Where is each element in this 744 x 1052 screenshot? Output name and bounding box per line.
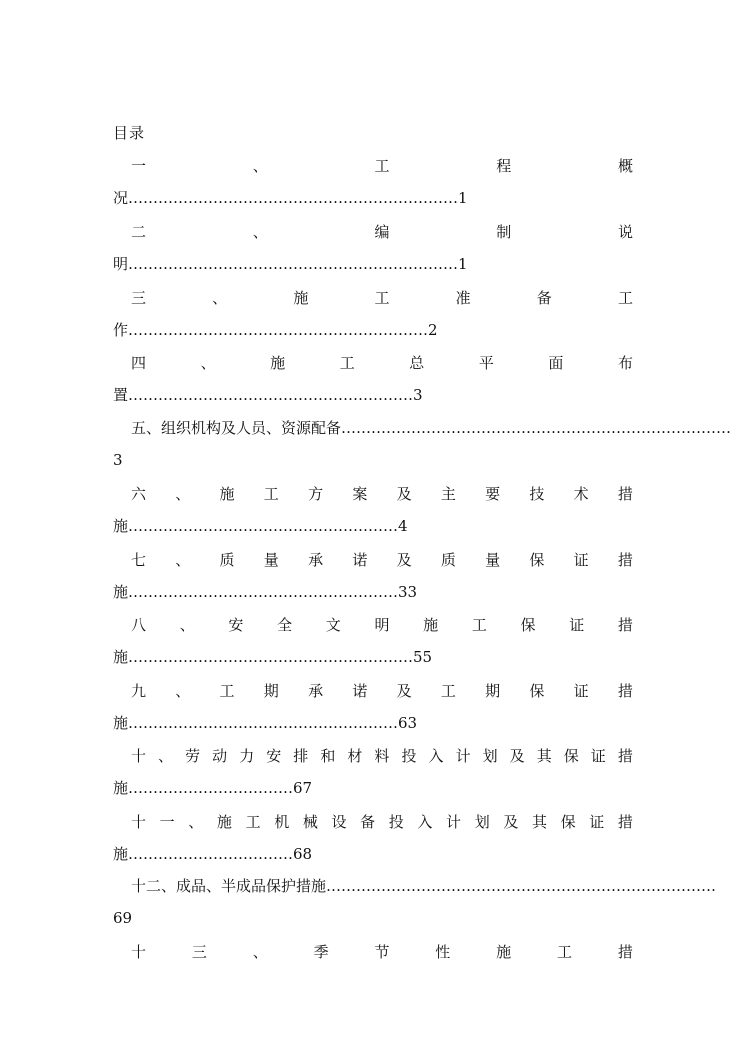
toc-char: 及 [509,747,525,765]
toc-char: 十 [131,813,147,831]
toc-leader-dots: ………………………………………………… [128,648,414,666]
toc-char: 证 [569,616,585,634]
toc-char: 说 [617,223,633,241]
toc-char: 平 [478,354,494,372]
toc-char: 全 [277,616,293,634]
toc-char: 量 [485,551,501,569]
toc-char: 施 [216,813,232,831]
toc-char: 措 [617,747,633,765]
toc-entry-7-heading[interactable] [113,548,633,572]
toc-char: 安 [228,616,244,634]
toc-char: 四 [131,354,147,372]
toc-char: 料 [374,747,390,765]
toc-entry-2-tail[interactable] [113,252,633,276]
toc-char: 施 [496,943,512,961]
toc-entry-5-heading[interactable] [113,416,732,440]
toc-char: 入 [428,747,444,765]
toc-char: 划 [482,747,498,765]
toc-char: 十 [131,747,147,765]
toc-char: 措 [617,682,633,700]
toc-tail-text: 施 [113,583,129,601]
toc-leader-dots: ……………………………………………… [128,517,399,535]
toc-char: 械 [302,813,318,831]
toc-char: 力 [239,747,255,765]
toc-lead-text: 十二、成品、半成品保护措施 [131,877,327,895]
toc-char: 技 [529,485,545,503]
toc-char: 备 [536,289,552,307]
toc-char: 二 [131,223,147,241]
toc-tail-text: 明 [113,255,129,273]
toc-page-number: 63 [398,714,418,732]
toc-page-number: 33 [398,583,418,601]
toc-tail-text: 况 [113,189,129,207]
toc-char: 八 [131,616,147,634]
toc-entry-4-heading[interactable] [113,351,633,375]
toc-char: 布 [617,354,633,372]
toc-char: 措 [617,485,633,503]
toc-char: 三 [191,943,207,961]
toc-entry-5-tail[interactable] [113,448,633,472]
toc-char: 工 [219,682,235,700]
toc-entry-7-tail[interactable] [113,580,633,604]
toc-char: 制 [496,223,512,241]
toc-char: 材 [347,747,363,765]
toc-char: 保 [520,616,536,634]
toc-char: 入 [417,813,433,831]
toc-entry-3-heading[interactable] [113,286,633,310]
toc-char: 术 [573,485,589,503]
toc-tail-text: 作 [113,321,129,339]
toc-entry-10-heading[interactable] [113,744,633,768]
toc-char: 、 [175,682,191,700]
toc-char: 概 [617,157,633,175]
toc-char: 计 [455,747,471,765]
toc-char: 其 [531,813,547,831]
toc-entry-11-tail[interactable] [113,842,633,866]
toc-leader-dots: ………………………………………………………… [128,255,459,273]
toc-char: 案 [352,485,368,503]
toc-char: 工 [617,289,633,307]
toc-char: 保 [529,682,545,700]
toc-char: 措 [617,551,633,569]
toc-char: 其 [536,747,552,765]
toc-char: 一 [131,157,147,175]
toc-tail-text: 施 [113,517,129,535]
toc-entry-1-heading[interactable] [113,154,633,178]
page-title: 目录 [113,124,146,142]
toc-char: 六 [131,485,147,503]
toc-char: 及 [396,682,412,700]
toc-char: 一 [159,813,175,831]
toc-char: 、 [252,157,268,175]
toc-char: 施 [219,485,235,503]
toc-leader-dots: …………………………… [128,779,294,797]
toc-char: 工 [557,943,573,961]
toc-char: 、 [252,223,268,241]
toc-char: 及 [396,485,412,503]
toc-entry-3-tail[interactable] [113,318,633,342]
toc-char: 证 [589,813,605,831]
toc-leader-dots: ………………………………………………… [128,386,414,404]
toc-page-number: 3 [113,451,123,469]
toc-char: 九 [131,682,147,700]
toc-char: 机 [274,813,290,831]
toc-char: 主 [440,485,456,503]
toc-leader-dots: ………………………………………………………… [128,189,459,207]
toc-char: 、 [188,813,204,831]
toc-char: 质 [440,551,456,569]
toc-entry-4-tail[interactable] [113,383,633,407]
toc-lead-text: 五、组织机构及人员、资源配备 [131,419,342,437]
toc-char: 编 [374,223,390,241]
toc-char: 、 [200,354,216,372]
toc-char: 、 [175,485,191,503]
toc-char: 工 [245,813,261,831]
toc-entry-9-heading[interactable] [113,679,633,703]
toc-char: 及 [503,813,519,831]
toc-char: 及 [396,551,412,569]
toc-char: 承 [308,682,324,700]
toc-leader-dots: ……………………………………………… [128,714,399,732]
toc-char: 设 [331,813,347,831]
toc-char: 、 [179,616,195,634]
toc-char: 方 [308,485,324,503]
toc-char: 总 [409,354,425,372]
toc-char: 措 [617,616,633,634]
toc-char: 承 [308,551,324,569]
toc-char: 措 [617,813,633,831]
toc-tail-text: 施 [113,779,129,797]
toc-char: 性 [435,943,451,961]
toc-char: 保 [529,551,545,569]
toc-char: 工 [374,157,390,175]
toc-leader-dots: …………………………… [128,845,294,863]
toc-char: 证 [573,682,589,700]
toc-char: 三 [131,289,147,307]
toc-entry-9-tail[interactable] [113,711,633,735]
toc-char: 工 [471,616,487,634]
toc-page-number: 1 [458,255,468,273]
toc-char: 劳 [185,747,201,765]
toc-char: 十 [131,943,147,961]
toc-char: 保 [563,747,579,765]
toc-entry-8-tail[interactable] [113,645,633,669]
toc-char: 证 [573,551,589,569]
toc-entry-8-heading[interactable] [113,613,633,637]
toc-entry-6-heading[interactable] [113,482,633,506]
toc-leader-dots: ……………………………………………… [128,583,399,601]
toc-entry-6-tail[interactable] [113,514,633,538]
toc-char: 安 [266,747,282,765]
toc-char: 和 [320,747,336,765]
toc-char: 排 [293,747,309,765]
toc-char: 工 [263,485,279,503]
toc-leader-dots: …………………………………………………………………… [326,877,717,895]
toc-char: 面 [548,354,564,372]
toc-entry-2-heading[interactable] [113,220,633,244]
toc-char: 工 [339,354,355,372]
toc-tail-text: 施 [113,648,129,666]
toc-char: 文 [325,616,341,634]
toc-char: 工 [374,289,390,307]
toc-char: 、 [175,551,191,569]
toc-char: 明 [374,616,390,634]
toc-page-number: 2 [428,321,438,339]
toc-char: 七 [131,551,147,569]
toc-char: 施 [423,616,439,634]
toc-leader-dots: …………………………………………………………………… [341,419,732,437]
toc-page-number: 67 [293,779,313,797]
toc-entry-13-heading[interactable] [113,940,633,964]
toc-char: 证 [590,747,606,765]
toc-char: 期 [485,682,501,700]
toc-char: 节 [374,943,390,961]
toc-char: 季 [313,943,329,961]
toc-entry-1-tail[interactable] [113,186,633,210]
toc-page-number: 69 [113,909,133,927]
toc-char: 、 [252,943,268,961]
toc-char: 质 [219,551,235,569]
toc-tail-text: 置 [113,386,129,404]
toc-char: 划 [474,813,490,831]
toc-tail-text: 施 [113,845,129,863]
toc-char: 措 [617,943,633,961]
toc-char: 诺 [352,682,368,700]
toc-char: 期 [263,682,279,700]
toc-page-number: 3 [413,386,423,404]
toc-char: 计 [446,813,462,831]
toc-char: 投 [388,813,404,831]
toc-char: 施 [270,354,286,372]
toc-char: 程 [496,157,512,175]
toc-char: 要 [485,485,501,503]
toc-char: 备 [360,813,376,831]
toc-char: 施 [293,289,309,307]
toc-char: 投 [401,747,417,765]
toc-entry-10-tail[interactable] [113,776,633,800]
toc-page-number: 55 [413,648,433,666]
toc-page-number: 1 [458,189,468,207]
toc-page-number: 68 [293,845,313,863]
toc-entry-11-heading[interactable] [113,810,633,834]
toc-char: 诺 [352,551,368,569]
toc-char: 动 [212,747,228,765]
toc-char: 量 [263,551,279,569]
toc-entry-12-tail[interactable] [113,906,633,930]
toc-char: 、 [158,747,174,765]
toc-char: 准 [455,289,471,307]
toc-char: 、 [212,289,228,307]
toc-tail-text: 施 [113,714,129,732]
toc-char: 工 [440,682,456,700]
toc-entry-12-heading[interactable] [113,874,717,898]
toc-char: 保 [560,813,576,831]
toc-page-number: 4 [398,517,408,535]
toc-leader-dots: …………………………………………………… [128,321,429,339]
